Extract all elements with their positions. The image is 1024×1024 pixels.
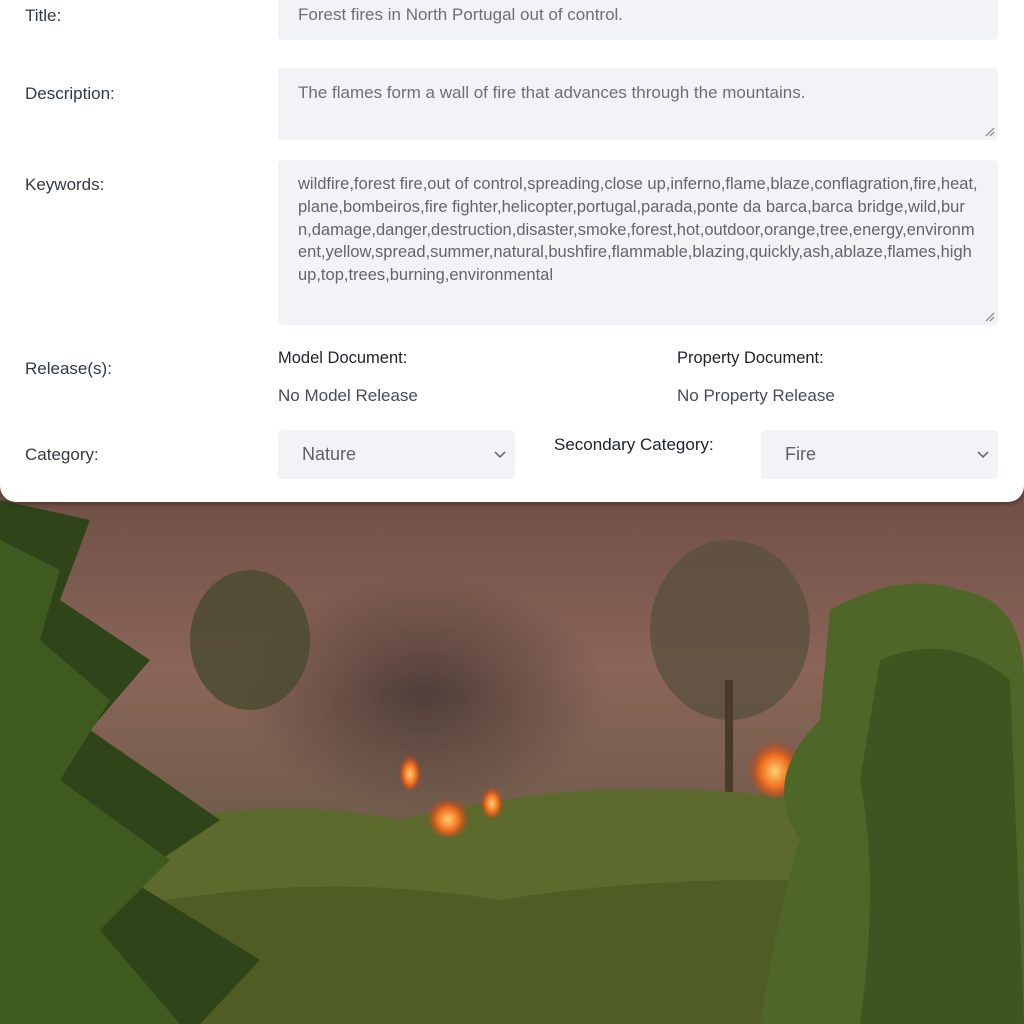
- description-label: Description:: [25, 84, 115, 103]
- model-document-label: Model Document:: [278, 349, 408, 367]
- secondary-category-selected-value: Fire: [785, 444, 816, 464]
- category-label: Category:: [25, 445, 99, 464]
- category-selected-value: Nature: [302, 444, 357, 464]
- chevron-down-icon: [493, 447, 507, 461]
- model-document-value: No Model Release: [278, 386, 418, 405]
- secondary-category-select[interactable]: [761, 430, 998, 479]
- description-textarea[interactable]: [278, 68, 998, 140]
- category-select[interactable]: [278, 430, 515, 479]
- resize-grip-icon[interactable]: [985, 312, 995, 322]
- chevron-down-icon: [976, 447, 990, 461]
- keywords-text: wildfire,forest fire,out of control,spreading,close up,inferno,flame,blaze,conflagration,fire,heat,plane,bombeiros,fire fighter,helicopter,portugal,parada,ponte da barca,barca bridge,wild,burn,damage,danger,destruction,disaster,smoke,forest,hot,outdoor,orange,tree,energy,environment,yellow,spread,summer,natural,bushfire,flammable,blazing,quickly,ash,ablaze,flames,high up,top,trees,burning,environmental: [298, 175, 978, 285]
- resize-grip-icon[interactable]: [985, 127, 995, 137]
- releases-label: Release(s):: [25, 359, 112, 378]
- title-input[interactable]: Forest fires in North Portugal out of control.: [278, 0, 998, 40]
- description-text: The flames form a wall of fire that advances through the mountains.: [298, 83, 806, 102]
- secondary-category-label: Secondary Category:: [554, 435, 714, 454]
- keywords-label: Keywords:: [25, 175, 105, 194]
- forest-fire-photo: [0, 480, 1024, 1024]
- property-document-value: No Property Release: [677, 386, 835, 405]
- keywords-textarea[interactable]: [278, 160, 998, 325]
- metadata-form-card: [0, 0, 1024, 502]
- title-label: Title:: [25, 6, 62, 25]
- property-document-label: Property Document:: [677, 349, 824, 367]
